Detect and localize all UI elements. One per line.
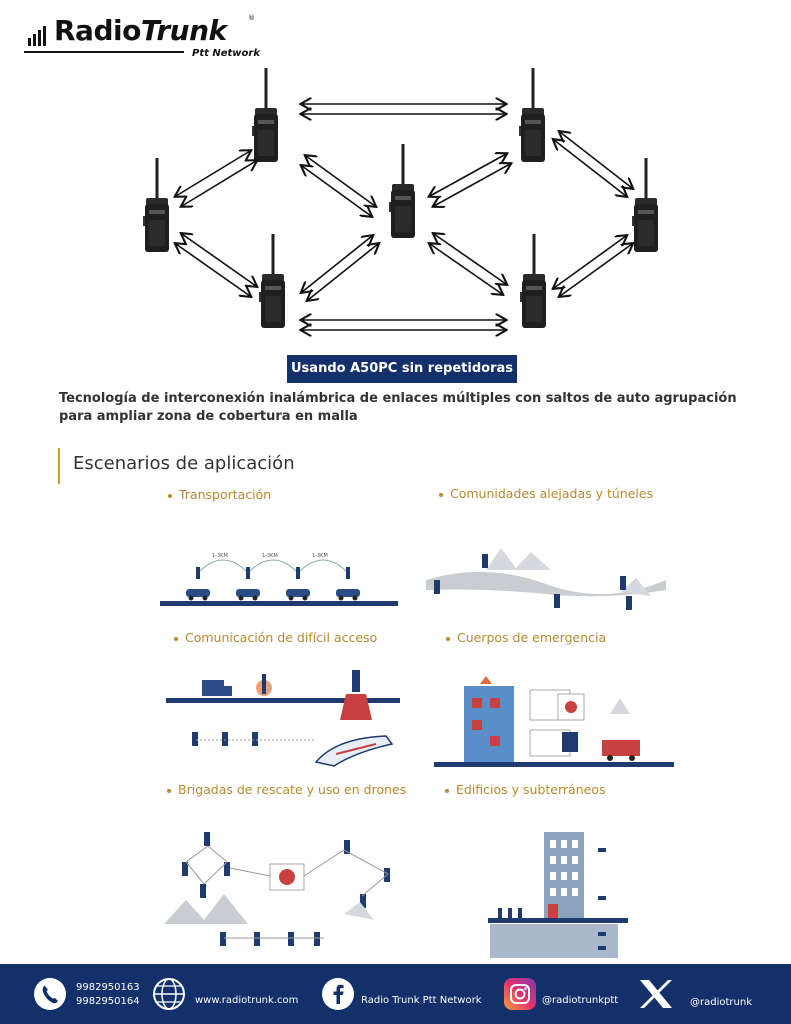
section-accent-bar <box>58 448 60 484</box>
bullet-dot <box>446 637 450 641</box>
signal-bars-icon <box>28 24 52 46</box>
phone-number-2[interactable]: 9982950164 <box>76 996 140 1007</box>
registered-mark: ® <box>248 14 255 22</box>
rescue-drones-illustration <box>164 828 404 954</box>
bullet-dot <box>439 493 443 497</box>
facebook-link[interactable]: Radio Trunk Ptt Network <box>361 995 482 1006</box>
radio-device <box>259 234 285 328</box>
hop-label: 1-3KM <box>312 553 328 559</box>
scenario-label-emergency: Cuerpos de emergencia <box>446 630 606 645</box>
globe-icon <box>152 977 186 1011</box>
instagram-icon <box>504 978 536 1010</box>
mesh-network-diagram <box>120 56 680 346</box>
brand-tagline: Ptt Network <box>192 48 260 59</box>
bullet-dot <box>174 637 178 641</box>
scenario-label-remote: Comunidades alejadas y túneles <box>439 486 653 501</box>
x-link[interactable]: @radiotrunk <box>690 997 752 1008</box>
remote-communities-illustration <box>426 540 670 612</box>
bullet-dot <box>445 789 449 793</box>
radio-device <box>632 158 658 252</box>
website-link[interactable]: www.radiotrunk.com <box>195 995 299 1006</box>
radio-device <box>389 144 415 238</box>
scenario-label-rescue-drones: Brigadas de rescate y uso en drones <box>167 782 406 797</box>
instagram-link[interactable]: @radiotrunkptt <box>542 995 619 1006</box>
bullet-dot <box>167 789 171 793</box>
buildings-illustration <box>488 828 628 958</box>
scenario-label-difficult-access: Comunicación de difícil acceso <box>174 630 377 645</box>
scenario-label-transport: Transportación <box>168 487 271 502</box>
radio-device <box>519 68 545 162</box>
phone-icon <box>34 978 66 1010</box>
radio-device <box>143 158 169 252</box>
scenario-label-buildings: Edificios y subterráneos <box>445 782 605 797</box>
brand-logo <box>24 14 264 62</box>
technology-description: Tecnología de interconexión inalámbrica de enlaces múltiples con saltos de auto agrupación para ampliar zona de cobertura en malla <box>59 391 737 424</box>
radio-device <box>520 234 546 328</box>
brand-name: RadioTrunk <box>54 14 227 47</box>
radio-device <box>252 68 278 162</box>
transport-illustration <box>158 545 400 611</box>
hop-label: 1-3KM <box>262 553 278 559</box>
bullet-dot <box>168 494 172 498</box>
diagram-caption: Usando A50PC sin repetidoras <box>287 355 517 383</box>
section-title: Escenarios de aplicación <box>73 453 295 474</box>
facebook-icon <box>322 978 354 1010</box>
phone-number-1[interactable]: 9982950163 <box>76 982 140 993</box>
difficult-access-illustration <box>166 664 402 770</box>
hop-label: 1-3KM <box>212 553 228 559</box>
contact-footer <box>0 964 791 1024</box>
logo-underline <box>24 51 184 53</box>
emergency-illustration <box>434 674 674 770</box>
x-icon <box>638 978 674 1010</box>
